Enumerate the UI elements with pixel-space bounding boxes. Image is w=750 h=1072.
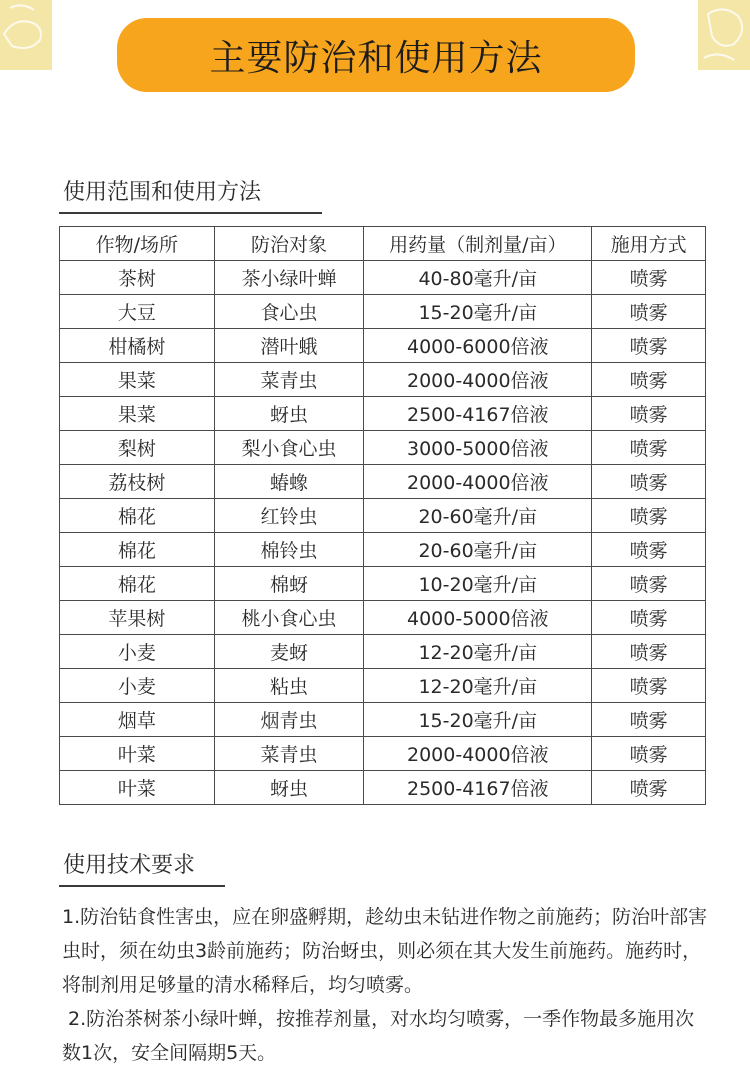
table-row — [60, 601, 706, 635]
table-row — [60, 771, 706, 805]
cell-method: 喷雾 — [592, 465, 706, 499]
cell-method: 喷雾 — [592, 669, 706, 703]
table-row — [60, 431, 706, 465]
cell-crop: 大豆 — [60, 295, 215, 329]
cell-crop: 小麦 — [60, 635, 215, 669]
table-row — [60, 635, 706, 669]
cell-method: 喷雾 — [592, 567, 706, 601]
cell-method: 喷雾 — [592, 499, 706, 533]
cell-crop: 烟草 — [60, 703, 215, 737]
requirement-paragraph: 1.防治钻食性害虫，应在卵盛孵期，趁幼虫未钻进作物之前施药；防治叶部害虫时，须在幼虫3龄前施药；防治蚜虫，则必须在其大发生前施药。施药时，将制剂用足够量的清水稀释后，均匀喷雾。 — [62, 906, 708, 996]
cell-target: 麦蚜 — [214, 635, 364, 669]
leaf-pattern-icon — [0, 0, 52, 70]
usage-section-heading: 使用范围和使用方法 — [59, 175, 322, 214]
cell-target: 烟青虫 — [214, 703, 364, 737]
cell-method: 喷雾 — [592, 771, 706, 805]
column-header-dosage: 用药量（制剂量/亩） — [364, 227, 592, 261]
cell-method: 喷雾 — [592, 295, 706, 329]
corner-decoration-left — [0, 0, 52, 70]
column-header-target: 防治对象 — [214, 227, 364, 261]
cell-dosage: 3000-5000倍液 — [364, 431, 592, 465]
cell-dosage: 12-20毫升/亩 — [364, 635, 592, 669]
cell-method: 喷雾 — [592, 431, 706, 465]
cell-target: 潜叶蛾 — [214, 329, 364, 363]
cell-crop: 小麦 — [60, 669, 215, 703]
table-row — [60, 703, 706, 737]
leaf-pattern-icon — [698, 0, 750, 70]
cell-method: 喷雾 — [592, 261, 706, 295]
cell-crop: 梨树 — [60, 431, 215, 465]
cell-method: 喷雾 — [592, 703, 706, 737]
cell-dosage: 2000-4000倍液 — [364, 465, 592, 499]
table-row — [60, 397, 706, 431]
cell-target: 桃小食心虫 — [214, 601, 364, 635]
cell-crop: 柑橘树 — [60, 329, 215, 363]
cell-dosage: 4000-6000倍液 — [364, 329, 592, 363]
cell-method: 喷雾 — [592, 363, 706, 397]
cell-method: 喷雾 — [592, 329, 706, 363]
page-title: 主要防治和使用方法 — [209, 37, 543, 79]
cell-method: 喷雾 — [592, 635, 706, 669]
column-header-method: 施用方式 — [592, 227, 706, 261]
table-row — [60, 295, 706, 329]
cell-target: 蚜虫 — [214, 771, 364, 805]
cell-dosage: 10-20毫升/亩 — [364, 567, 592, 601]
cell-crop: 叶菜 — [60, 771, 215, 805]
cell-crop: 茶树 — [60, 261, 215, 295]
cell-target: 菜青虫 — [214, 363, 364, 397]
cell-crop: 荔枝树 — [60, 465, 215, 499]
cell-target: 食心虫 — [214, 295, 364, 329]
cell-target: 棉蚜 — [214, 567, 364, 601]
cell-dosage: 40-80毫升/亩 — [364, 261, 592, 295]
cell-target: 棉铃虫 — [214, 533, 364, 567]
table-header-row — [60, 227, 706, 261]
cell-dosage: 4000-5000倍液 — [364, 601, 592, 635]
cell-dosage: 2000-4000倍液 — [364, 363, 592, 397]
cell-target: 蝽蟓 — [214, 465, 364, 499]
cell-crop: 叶菜 — [60, 737, 215, 771]
cell-target: 茶小绿叶蝉 — [214, 261, 364, 295]
cell-dosage: 20-60毫升/亩 — [364, 533, 592, 567]
cell-dosage: 2500-4167倍液 — [364, 771, 592, 805]
cell-target: 梨小食心虫 — [214, 431, 364, 465]
table-row — [60, 261, 706, 295]
cell-dosage: 2500-4167倍液 — [364, 397, 592, 431]
cell-target: 菜青虫 — [214, 737, 364, 771]
cell-dosage: 2000-4000倍液 — [364, 737, 592, 771]
table-row — [60, 465, 706, 499]
cell-dosage: 15-20毫升/亩 — [364, 703, 592, 737]
cell-target: 粘虫 — [214, 669, 364, 703]
corner-decoration-right — [698, 0, 750, 70]
cell-method: 喷雾 — [592, 533, 706, 567]
cell-crop: 棉花 — [60, 499, 215, 533]
cell-method: 喷雾 — [592, 737, 706, 771]
cell-dosage: 12-20毫升/亩 — [364, 669, 592, 703]
cell-crop: 果菜 — [60, 397, 215, 431]
requirements-section-heading: 使用技术要求 — [59, 848, 225, 887]
table-row — [60, 363, 706, 397]
cell-crop: 果菜 — [60, 363, 215, 397]
table-row — [60, 329, 706, 363]
cell-crop: 棉花 — [60, 567, 215, 601]
table-row — [60, 499, 706, 533]
requirement-paragraph: 2.防治茶树茶小绿叶蝉，按推荐剂量，对水均匀喷雾，一季作物最多施用次数1次，安全间隔期5天。 — [62, 1008, 695, 1064]
cell-crop: 棉花 — [60, 533, 215, 567]
cell-method: 喷雾 — [592, 397, 706, 431]
cell-target: 蚜虫 — [214, 397, 364, 431]
usage-table — [59, 226, 706, 805]
cell-dosage: 15-20毫升/亩 — [364, 295, 592, 329]
cell-dosage: 20-60毫升/亩 — [364, 499, 592, 533]
table-row — [60, 533, 706, 567]
table-row — [60, 737, 706, 771]
table-row — [60, 567, 706, 601]
cell-method: 喷雾 — [592, 601, 706, 635]
requirements-text — [62, 900, 710, 1070]
cell-target: 红铃虫 — [214, 499, 364, 533]
table-row — [60, 669, 706, 703]
title-banner — [117, 18, 635, 92]
cell-crop: 苹果树 — [60, 601, 215, 635]
column-header-crop: 作物/场所 — [60, 227, 215, 261]
